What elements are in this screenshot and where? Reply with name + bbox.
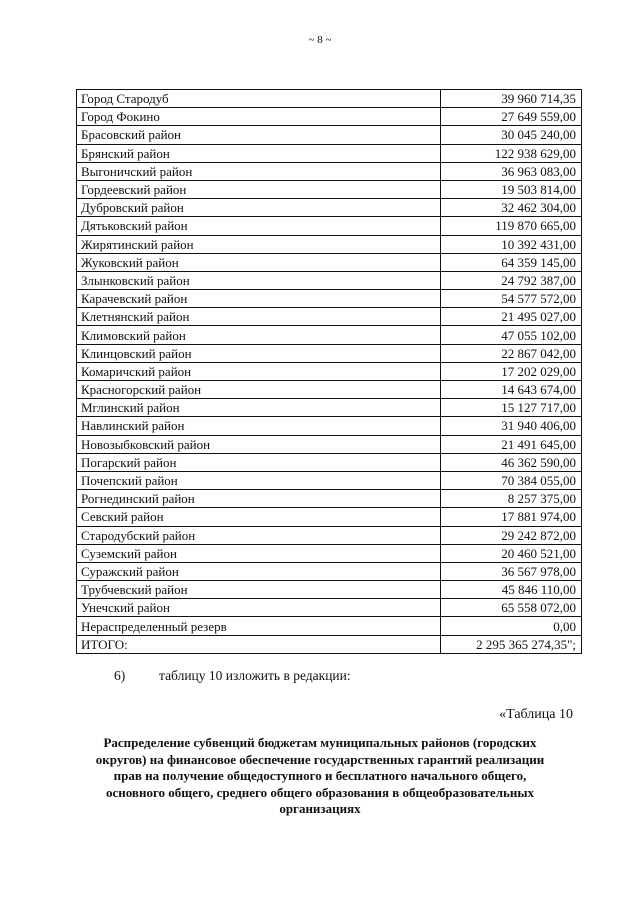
row-name: Гордеевский район <box>77 180 441 198</box>
row-amount: 27 649 559,00 <box>441 108 582 126</box>
row-amount: 119 870 665,00 <box>441 217 582 235</box>
row-amount: 20 460 521,00 <box>441 544 582 562</box>
row-amount: 65 558 072,00 <box>441 599 582 617</box>
row-name: Дубровский район <box>77 199 441 217</box>
table-row <box>77 162 582 180</box>
page-number: ~ 8 ~ <box>308 34 332 46</box>
table-row <box>77 362 582 380</box>
table-row <box>77 635 582 653</box>
table-row <box>77 126 582 144</box>
row-name: Новозыбковский район <box>77 435 441 453</box>
row-name: Карачевский район <box>77 290 441 308</box>
row-amount: 22 867 042,00 <box>441 344 582 362</box>
table-row <box>77 599 582 617</box>
row-name: Погарский район <box>77 453 441 471</box>
row-name: Унечский район <box>77 599 441 617</box>
row-amount: 36 963 083,00 <box>441 162 582 180</box>
table-row <box>77 235 582 253</box>
row-amount: 29 242 872,00 <box>441 526 582 544</box>
row-amount: 46 362 590,00 <box>441 453 582 471</box>
row-name: Комаричский район <box>77 362 441 380</box>
row-amount: 21 491 645,00 <box>441 435 582 453</box>
table-row <box>77 381 582 399</box>
row-name: Трубчевский район <box>77 581 441 599</box>
table-row <box>77 199 582 217</box>
table-row <box>77 90 582 108</box>
row-name: Жуковский район <box>77 253 441 271</box>
row-name: Брасовский район <box>77 126 441 144</box>
row-name: Суземский район <box>77 544 441 562</box>
row-amount: 24 792 387,00 <box>441 271 582 289</box>
row-name: Суражский район <box>77 562 441 580</box>
table-row <box>77 435 582 453</box>
table-row <box>77 417 582 435</box>
table-row <box>77 290 582 308</box>
row-amount: 15 127 717,00 <box>441 399 582 417</box>
row-name: Город Фокино <box>77 108 441 126</box>
row-name: Брянский район <box>77 144 441 162</box>
table-row <box>77 581 582 599</box>
table-row <box>77 562 582 580</box>
row-name: Рогнединский район <box>77 490 441 508</box>
row-name: Клетнянский район <box>77 308 441 326</box>
row-amount: 31 940 406,00 <box>441 417 582 435</box>
row-amount: 36 567 978,00 <box>441 562 582 580</box>
row-amount: 30 045 240,00 <box>441 126 582 144</box>
row-amount: 47 055 102,00 <box>441 326 582 344</box>
table-row <box>77 526 582 544</box>
item-text: таблицу 10 изложить в редакции: <box>159 668 351 683</box>
row-amount: 64 359 145,00 <box>441 253 582 271</box>
row-amount: 21 495 027,00 <box>441 308 582 326</box>
row-amount: 0,00 <box>441 617 582 635</box>
row-name: Мглинский район <box>77 399 441 417</box>
table-row <box>77 544 582 562</box>
row-name: Нераспределенный резерв <box>77 617 441 635</box>
row-name: Выгоничский район <box>77 162 441 180</box>
table-row <box>77 144 582 162</box>
row-name: Стародубский район <box>77 526 441 544</box>
row-name: Дятьковский район <box>77 217 441 235</box>
table-row <box>77 217 582 235</box>
row-name: Жирятинский район <box>77 235 441 253</box>
row-name: Навлинский район <box>77 417 441 435</box>
row-name: Севский район <box>77 508 441 526</box>
subvention-table <box>76 89 582 654</box>
row-amount: 39 960 714,35 <box>441 90 582 108</box>
row-name: Красногорский район <box>77 381 441 399</box>
item-number: 6) <box>114 668 126 683</box>
table-row <box>77 253 582 271</box>
row-name: Злынковский район <box>77 271 441 289</box>
row-amount: 8 257 375,00 <box>441 490 582 508</box>
row-name: Почепский район <box>77 471 441 489</box>
row-amount: 122 938 629,00 <box>441 144 582 162</box>
table-row <box>77 508 582 526</box>
row-name: Город Стародуб <box>77 90 441 108</box>
table-row <box>77 308 582 326</box>
table-row <box>77 271 582 289</box>
table-reference: «Таблица 10 <box>499 707 573 722</box>
table-row <box>77 453 582 471</box>
row-amount: 54 577 572,00 <box>441 290 582 308</box>
row-amount: 10 392 431,00 <box>441 235 582 253</box>
row-amount: 14 643 674,00 <box>441 381 582 399</box>
row-name: Климовский район <box>77 326 441 344</box>
row-amount: 70 384 055,00 <box>441 471 582 489</box>
row-amount: 32 462 304,00 <box>441 199 582 217</box>
table-title: Распределение субвенций бюджетам муниципальных районов (городских округов) на финансовое обеспечение государственных гарантий реализации прав на получение общедоступного и бесплатного начального общего, основного общего, среднего общего образования в общеобразовательных организациях <box>95 735 545 816</box>
table-row <box>77 180 582 198</box>
row-name: ИТОГО: <box>77 635 441 653</box>
row-amount: 45 846 110,00 <box>441 581 582 599</box>
table-row <box>77 326 582 344</box>
row-amount: 17 881 974,00 <box>441 508 582 526</box>
table-row <box>77 344 582 362</box>
row-name: Клинцовский район <box>77 344 441 362</box>
row-amount: 17 202 029,00 <box>441 362 582 380</box>
table-row <box>77 617 582 635</box>
row-amount: 2 295 365 274,35"; <box>441 635 582 653</box>
table-row <box>77 399 582 417</box>
table-row <box>77 108 582 126</box>
table-row <box>77 471 582 489</box>
table-row <box>77 490 582 508</box>
row-amount: 19 503 814,00 <box>441 180 582 198</box>
